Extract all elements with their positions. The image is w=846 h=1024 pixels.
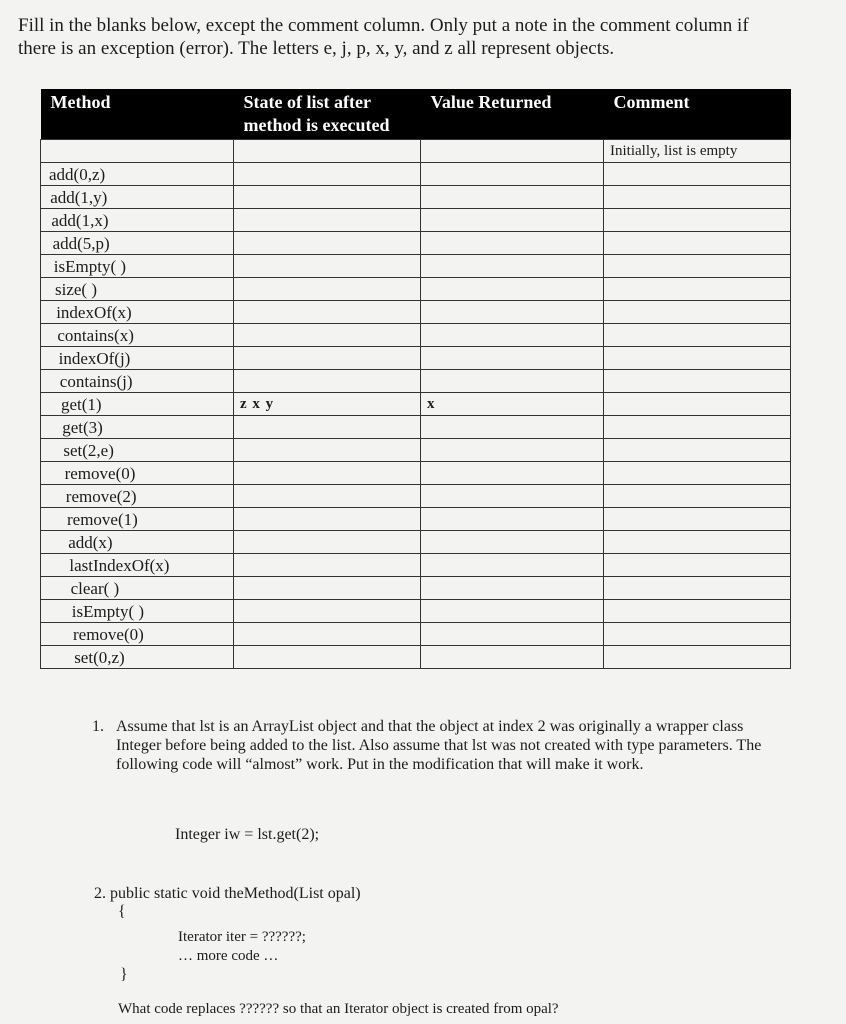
table-body	[41, 140, 791, 669]
comment-cell[interactable]	[604, 623, 791, 646]
header-comment: Comment	[604, 89, 791, 140]
table-row	[41, 255, 791, 278]
comment-cell[interactable]	[604, 324, 791, 347]
comment-cell[interactable]	[604, 186, 791, 209]
method-cell: lastIndexOf(x)	[41, 554, 234, 577]
state-cell[interactable]	[234, 255, 421, 278]
comment-cell[interactable]	[604, 485, 791, 508]
instructions-line-1: Fill in the blanks below, except the comment column. Only put a note in the comment column if	[18, 15, 749, 36]
value-cell[interactable]	[421, 347, 604, 370]
method-cell: remove(2)	[41, 485, 234, 508]
table-row	[41, 439, 791, 462]
method-cell: set(2,e)	[41, 439, 234, 462]
state-cell[interactable]	[234, 485, 421, 508]
value-cell[interactable]	[421, 531, 604, 554]
table-row	[41, 347, 791, 370]
state-cell[interactable]	[234, 623, 421, 646]
value-cell[interactable]	[421, 163, 604, 186]
table-row-initial	[41, 140, 791, 163]
comment-cell[interactable]	[604, 439, 791, 462]
method-cell: indexOf(x)	[41, 301, 234, 324]
question-1-text: Assume that lst is an ArrayList object and that the object at index 2 was originally a wrapper class Integer before being added to the list. Also assume that lst was not created with type parameters. The following code will “almost” work. Put in the modification that will make it work.	[116, 718, 762, 773]
method-table-wrapper	[40, 89, 790, 669]
initial-state-cell	[234, 140, 421, 163]
method-cell: size( )	[41, 278, 234, 301]
state-cell[interactable]	[234, 462, 421, 485]
table-row	[41, 186, 791, 209]
state-cell[interactable]	[234, 186, 421, 209]
table-row	[41, 163, 791, 186]
value-cell[interactable]	[421, 577, 604, 600]
method-cell: get(1)	[41, 393, 234, 416]
question-2-code-line-1: Iterator iter = ??????;	[178, 929, 306, 945]
instructions	[18, 14, 818, 60]
table-row	[41, 508, 791, 531]
method-table	[40, 89, 791, 669]
value-cell[interactable]	[421, 646, 604, 669]
state-cell[interactable]	[234, 554, 421, 577]
method-cell: remove(1)	[41, 508, 234, 531]
question-1-number: 1.	[92, 718, 104, 735]
state-cell[interactable]	[234, 646, 421, 669]
value-cell[interactable]	[421, 554, 604, 577]
value-cell[interactable]	[421, 370, 604, 393]
question-2-open-brace: {	[118, 903, 126, 920]
comment-cell[interactable]	[604, 278, 791, 301]
method-cell: contains(x)	[41, 324, 234, 347]
table-row	[41, 623, 791, 646]
method-cell: add(5,p)	[41, 232, 234, 255]
header-state: State of list after method is executed	[234, 89, 421, 140]
table-row	[41, 531, 791, 554]
method-cell: add(x)	[41, 531, 234, 554]
question-2-header: 2. public static void theMethod(List opal)	[94, 885, 361, 902]
table-row	[41, 324, 791, 347]
comment-cell[interactable]	[604, 416, 791, 439]
table-row	[41, 600, 791, 623]
comment-cell[interactable]	[604, 163, 791, 186]
comment-cell[interactable]	[604, 370, 791, 393]
value-cell[interactable]	[421, 301, 604, 324]
method-cell: indexOf(j)	[41, 347, 234, 370]
table-row	[41, 646, 791, 669]
comment-cell[interactable]	[604, 209, 791, 232]
table-row	[41, 278, 791, 301]
state-cell[interactable]	[234, 577, 421, 600]
question-2-prompt: What code replaces ?????? so that an Iterator object is created from opal?	[118, 1001, 559, 1017]
comment-cell[interactable]	[604, 462, 791, 485]
state-cell[interactable]	[234, 439, 421, 462]
comment-cell[interactable]	[604, 347, 791, 370]
value-cell[interactable]	[421, 485, 604, 508]
value-cell[interactable]	[421, 462, 604, 485]
method-cell: get(3)	[41, 416, 234, 439]
value-cell[interactable]	[421, 186, 604, 209]
comment-cell[interactable]	[604, 646, 791, 669]
value-cell[interactable]	[421, 508, 604, 531]
table-row	[41, 232, 791, 255]
value-cell[interactable]	[421, 600, 604, 623]
comment-cell[interactable]	[604, 577, 791, 600]
comment-cell[interactable]	[604, 393, 791, 416]
comment-cell[interactable]	[604, 554, 791, 577]
value-cell[interactable]	[421, 255, 604, 278]
table-header-row	[41, 89, 791, 140]
state-cell[interactable]	[234, 347, 421, 370]
state-cell[interactable]	[234, 508, 421, 531]
header-value: Value Returned	[421, 89, 604, 140]
question-2-code	[178, 928, 306, 966]
instructions-line-2: there is an exception (error). The letters e, j, p, x, y, and z all represent objects.	[18, 38, 615, 59]
method-cell: remove(0)	[41, 623, 234, 646]
table-row	[41, 577, 791, 600]
state-cell[interactable]	[234, 301, 421, 324]
question-1	[92, 717, 792, 774]
value-cell[interactable]: x	[421, 393, 604, 416]
comment-cell[interactable]	[604, 301, 791, 324]
question-2-close-brace: }	[120, 966, 128, 983]
method-cell: add(1,y)	[41, 186, 234, 209]
state-cell[interactable]	[234, 370, 421, 393]
state-cell[interactable]: z x y	[234, 393, 421, 416]
question-1-code: Integer iw = lst.get(2);	[175, 826, 320, 843]
value-cell[interactable]	[421, 278, 604, 301]
method-cell: isEmpty( )	[41, 600, 234, 623]
value-cell[interactable]	[421, 324, 604, 347]
header-method: Method	[41, 89, 234, 140]
state-cell[interactable]	[234, 416, 421, 439]
table-row	[41, 370, 791, 393]
comment-cell[interactable]	[604, 232, 791, 255]
state-cell[interactable]	[234, 232, 421, 255]
method-cell: add(1,x)	[41, 209, 234, 232]
value-cell[interactable]	[421, 232, 604, 255]
table-row	[41, 554, 791, 577]
comment-cell[interactable]	[604, 255, 791, 278]
initial-comment-cell: Initially, list is empty	[604, 140, 791, 163]
value-cell[interactable]	[421, 209, 604, 232]
value-cell[interactable]	[421, 416, 604, 439]
method-cell: isEmpty( )	[41, 255, 234, 278]
table-row	[41, 485, 791, 508]
question-2-code-line-2: … more code …	[178, 948, 279, 964]
method-cell: set(0,z)	[41, 646, 234, 669]
initial-value-cell	[421, 140, 604, 163]
method-cell: clear( )	[41, 577, 234, 600]
state-cell[interactable]	[234, 531, 421, 554]
table-row	[41, 462, 791, 485]
state-cell[interactable]	[234, 278, 421, 301]
state-cell[interactable]	[234, 163, 421, 186]
state-cell[interactable]	[234, 324, 421, 347]
value-cell[interactable]	[421, 623, 604, 646]
method-cell: remove(0)	[41, 462, 234, 485]
table-row	[41, 393, 791, 416]
comment-cell[interactable]	[604, 531, 791, 554]
method-cell: contains(j)	[41, 370, 234, 393]
comment-cell[interactable]	[604, 508, 791, 531]
comment-cell[interactable]	[604, 600, 791, 623]
initial-method-cell	[41, 140, 234, 163]
table-row	[41, 209, 791, 232]
table-row	[41, 301, 791, 324]
state-cell[interactable]	[234, 600, 421, 623]
value-cell[interactable]	[421, 439, 604, 462]
method-cell: add(0,z)	[41, 163, 234, 186]
table-row	[41, 416, 791, 439]
state-cell[interactable]	[234, 209, 421, 232]
